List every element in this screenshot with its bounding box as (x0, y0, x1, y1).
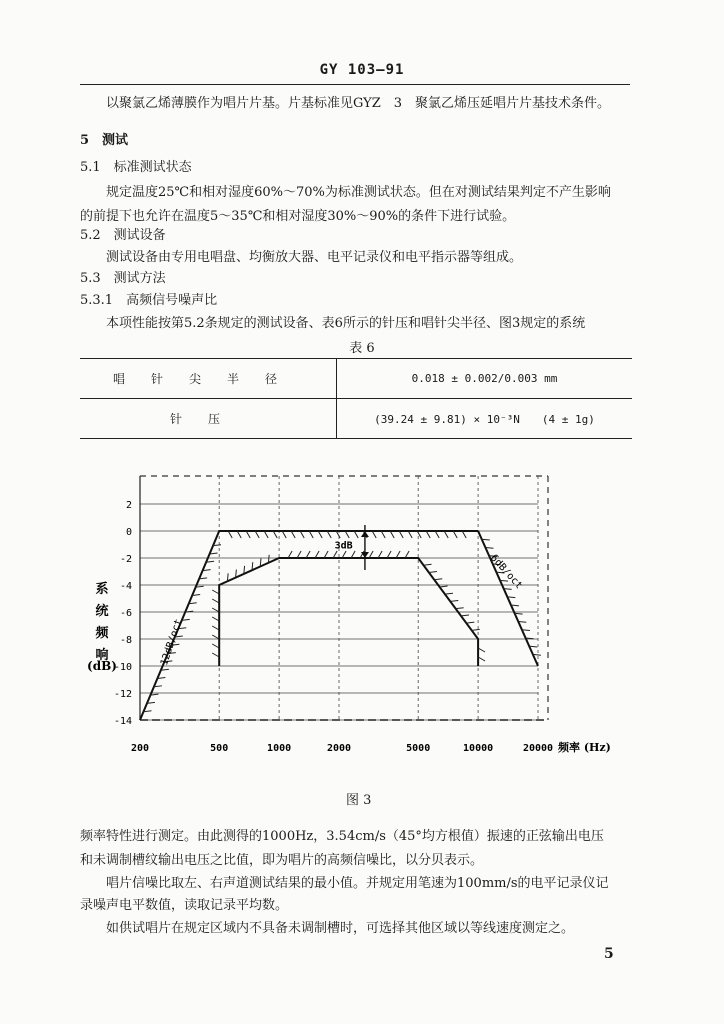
hatch-mark (445, 593, 453, 594)
hatch-mark (300, 531, 304, 538)
annotation-3db: 3dB (334, 540, 353, 552)
paragraph-5-3-1: 本项性能按第5.2条规定的测试设备、表6所示的针压和唱针尖半径、图3规定的系统 (106, 316, 586, 331)
hatch-mark (472, 629, 480, 630)
hatch-mark (369, 551, 373, 558)
y-axis-label-char: 频 (95, 626, 109, 641)
section-5-3-1-heading: 5.3.1 高频信号噪声比 (80, 293, 218, 308)
hatch-mark (435, 531, 439, 538)
table-cell-label: 唱针尖半径 (80, 359, 337, 399)
paragraph-5-2: 测试设备由专用电唱盘、均衡放大器、电平记录仪和电平指示器等组成。 (106, 250, 523, 265)
y-tick-label: -8 (119, 635, 132, 646)
header-rule (80, 84, 630, 85)
hatch-mark (456, 608, 464, 609)
x-tick-label: 500 (210, 743, 229, 754)
y-tick-label: -4 (119, 581, 132, 592)
hatch-mark (342, 551, 346, 558)
frequency-response-chart (80, 462, 611, 782)
hatch-mark (309, 531, 313, 538)
hatch-mark (426, 531, 430, 538)
table-row (80, 399, 632, 439)
y-tick-label: 2 (125, 500, 132, 511)
y-tick-label: -10 (113, 662, 132, 673)
hatch-mark (466, 622, 474, 623)
hatch-mark (372, 531, 376, 538)
x-tick-label: 20000 (522, 743, 554, 754)
paragraph-after-line4: 录噪声电平数值，读取记录平均数。 (80, 898, 289, 913)
hatch-mark (390, 531, 394, 538)
hatch-mark (212, 590, 219, 594)
hatch-mark (434, 579, 442, 580)
hatch-mark (291, 531, 295, 538)
y-tick-label: 0 (125, 527, 132, 538)
y-axis-label-char: 系 (95, 582, 109, 597)
hatch-mark (399, 531, 403, 538)
hatch-mark (351, 551, 355, 558)
page-number: 5 (604, 946, 614, 962)
hatch-mark (212, 653, 219, 657)
hatch-mark (255, 531, 259, 538)
hatch-mark (478, 648, 485, 652)
series-line-0 (140, 531, 478, 720)
hatch-mark (354, 531, 358, 538)
figure-caption: 图 3 (346, 793, 372, 808)
hatch-mark (212, 617, 219, 621)
hatch-mark (440, 586, 448, 587)
hatch-mark (264, 531, 268, 538)
hatch-mark (297, 551, 301, 558)
annotation-6db: 6dB/oct (487, 552, 525, 592)
table-cell-value: (39.24 ± 9.81) × 10⁻³N (4 ± 1g) (337, 399, 633, 439)
paragraph-after-line5: 如供试唱片在规定区域内不具备未调制槽时，可选择其他区域以等线速度测定之。 (106, 921, 575, 936)
y-axis-label-char: 统 (95, 604, 109, 619)
hatch-mark (333, 551, 337, 558)
table-row (80, 359, 632, 399)
hatch-mark (327, 531, 331, 538)
table-cell-label: 针压 (80, 399, 337, 439)
hatch-mark (306, 551, 310, 558)
hatch-mark (246, 531, 250, 538)
table-6 (80, 358, 632, 439)
hatch-mark (444, 531, 448, 538)
section-5-2-heading: 5.2 测试设备 (80, 228, 166, 243)
y-axis-label-char: 响 (95, 648, 109, 663)
paragraph-5-1-line1: 规定温度25℃和相对湿度60%～70%为标准测试状态。但在对测试结果判定不产生影响 (106, 185, 611, 200)
x-axis-label: 频率 (Hz) (558, 741, 611, 754)
paragraph-after-line1: 频率特性进行测定。由此测得的1000Hz，3.54cm/s（45°均方根值）振速的正弦输出电压 (80, 829, 604, 844)
hatch-mark (318, 531, 322, 538)
hatch-mark (405, 551, 409, 558)
page-header: GY 103—91 (319, 62, 405, 78)
y-tick-label: -2 (119, 554, 132, 565)
x-tick-label: 200 (130, 743, 150, 754)
paragraph-after-line2: 和未调制槽纹输出电压之比值，即为唱片的高频信噪比，以分贝表示。 (80, 853, 484, 868)
x-tick-label: 5000 (406, 743, 431, 754)
section-5-3-heading: 5.3 测试方法 (80, 271, 166, 286)
hatch-mark (478, 657, 485, 661)
hatch-mark (324, 551, 328, 558)
series-line-2 (478, 531, 538, 666)
y-tick-label: -14 (113, 716, 132, 727)
hatch-mark (453, 531, 457, 538)
hatch-mark (273, 531, 277, 538)
hatch-mark (345, 531, 349, 538)
hatch-mark (408, 531, 412, 538)
hatch-mark (424, 564, 432, 565)
section-5-1-heading: 5.1 标准测试状态 (80, 160, 192, 175)
intro-line: 以聚氯乙烯薄膜作为唱片片基。片基标准见GYZ 3 聚氯乙烯压延唱片片基技术条件。 (106, 96, 611, 111)
section-5-heading: 5 测试 (80, 133, 129, 148)
hatch-mark (282, 531, 286, 538)
hatch-mark (396, 551, 400, 558)
hatch-mark (462, 531, 466, 538)
hatch-mark (381, 531, 385, 538)
x-tick-label: 10000 (463, 743, 494, 754)
hatch-mark (228, 531, 232, 538)
y-tick-label: -6 (119, 608, 132, 619)
x-tick-label: 2000 (326, 743, 352, 754)
hatch-mark (378, 551, 382, 558)
hatch-mark (212, 626, 219, 630)
paragraph-5-1-line2: 的前提下也允许在温度5～35℃和相对湿度30%～90%的条件下进行试验。 (80, 209, 516, 224)
hatch-mark (212, 635, 219, 639)
hatch-mark (387, 551, 391, 558)
y-axis-label-unit: (dB) (87, 659, 117, 673)
hatch-mark (288, 551, 292, 558)
hatch-mark (450, 600, 458, 601)
hatch-mark (212, 599, 219, 603)
table-cell-value: 0.018 ± 0.002/0.003 mm (337, 359, 633, 399)
annotation-12db: 12dB/oct (159, 617, 185, 667)
hatch-mark (315, 551, 319, 558)
hatch-mark (461, 615, 469, 616)
hatch-mark (336, 531, 340, 538)
y-tick-label: -12 (113, 689, 132, 700)
paragraph-after-line3: 唱片信噪比取左、右声道测试结果的最小值。并规定用笔速为100mm/s的电平记录仪记 (106, 876, 609, 891)
hatch-mark (237, 531, 241, 538)
hatch-mark (212, 644, 219, 648)
table-title: 表 6 (349, 341, 375, 356)
hatch-mark (429, 572, 437, 573)
x-tick-label: 1000 (267, 743, 292, 754)
hatch-mark (212, 608, 219, 612)
